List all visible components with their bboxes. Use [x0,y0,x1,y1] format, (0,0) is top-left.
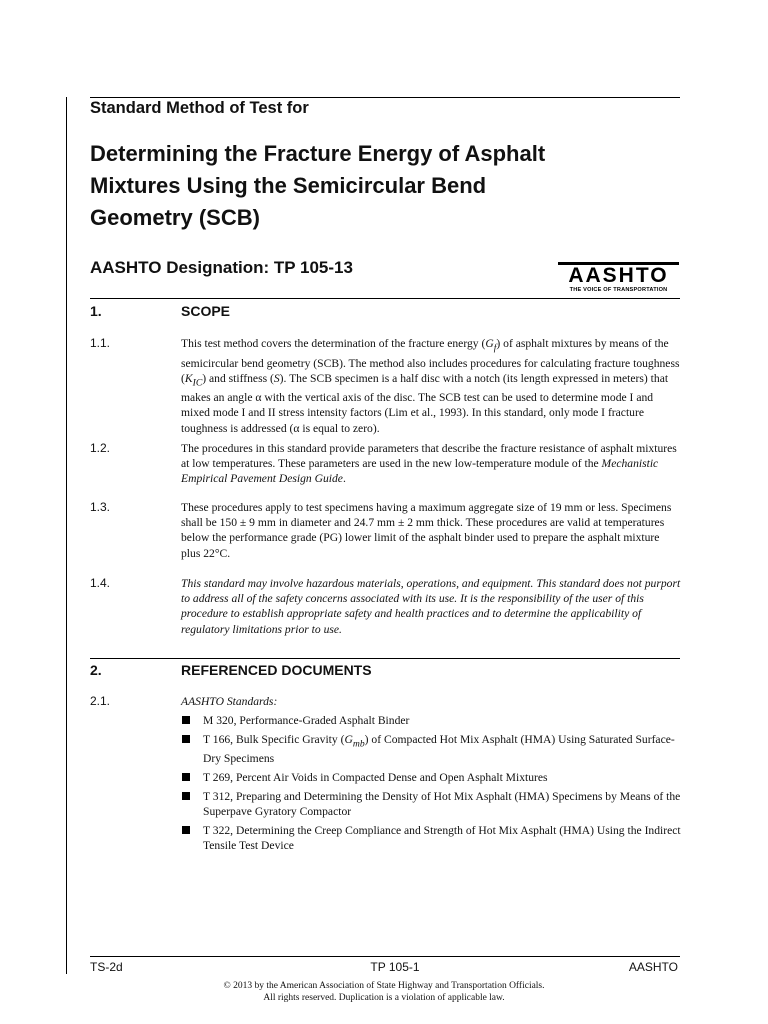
logo-word: AASHTO [568,264,669,287]
list-item: T 269, Percent Air Voids in Compacted Dense and Open Asphalt Mixtures [181,770,681,785]
footer-right: AASHTO [628,960,678,974]
margin-vertical-rule [66,97,67,974]
square-bullet-icon [182,792,190,800]
section-title: SCOPE [181,303,231,319]
title-line: Determining the Fracture Energy of Asphalt [90,141,546,166]
paragraph-1-2: The procedures in this standard provide parameters that describe the fracture resistance of asphalt mixtures at low temperatures. These parameters are used in the new low-temperature module of the Mechanistic Empirical Pavement Design Guide. [181,442,677,486]
list-item: T 166, Bulk Specific Gravity $(G_{mb})$ of Compacted Hot Mix Asphalt (HMA) Using Saturated Surface-Dry Specimens [181,732,681,767]
logo-tagline: THE VOICE OF TRANSPORTATION [569,287,668,293]
section-1-rule [90,298,680,299]
list-item: T 312, Preparing and Determining the Density of Hot Mix Asphalt (HMA) Specimens by Means of the Superpave Gyratory Compactor [181,789,681,819]
section-2-rule [90,658,680,659]
section-number: 1. [90,303,102,319]
subsection-number: 2.1. [90,694,111,708]
designation: AASHTO Designation: TP 105-13 [90,258,353,277]
referenced-standards-list [181,713,681,856]
header-rule [90,97,680,98]
square-bullet-icon [182,826,190,834]
paragraph-1-4: This standard may involve hazardous materials, operations, and equipment. This standard does not purport to address all of the safety concerns associated with its use. It is the responsibility of the user of this procedure to establish appropriate safety and health practices and to determine the applicability of regulatory limitations prior to use. [181,577,681,636]
document-title [90,138,690,234]
subsection-number: 1.3. [90,500,111,514]
list-item: T 322, Determining the Creep Compliance and Strength of Hot Mix Asphalt (HMA) Using the Indirect Tensile Test Device [181,823,681,853]
square-bullet-icon [182,773,190,781]
standards-label: AASHTO Standards: [181,695,278,708]
pre-title: Standard Method of Test for [90,99,309,117]
subsection-number: 1.2. [90,441,111,455]
square-bullet-icon [182,716,190,724]
footer-page-number: TP 105-1 [370,960,420,974]
paragraph-1-1: This test method covers the determination of the fracture energy $(G_f)$ of asphalt mixtures by means of the semicircular bend geometry (SCB). The method also includes procedures for calculating fracture toughness $(K_{IC})$ and stiffness (S). The SCB specimen is a half disc with a notch (its length expressed in meters) that makes an angle α with the vertical axis of the disc. The SCB test can be used to determine mode I and mixed mode I and II stress intensity factors (Lim et al., 1993). In this standard, only mode I fracture toughness is addressed (α is equal to zero). [181,337,680,435]
list-item: M 320, Performance-Graded Asphalt Binder [181,713,681,728]
title-line: Mixtures Using the Semicircular Bend [90,173,487,198]
square-bullet-icon [182,735,190,743]
subsection-number: 1.1. [90,336,111,350]
title-line: Geometry (SCB) [90,205,260,230]
copyright-notice: © 2013 by the American Association of State Highway and Transportation Officials. All rights reserved. Duplication is a violation of applicable law. [223,981,545,1003]
section-title: REFERENCED DOCUMENTS [181,662,372,678]
footer-left: TS-2d [90,960,123,974]
paragraph-1-3: These procedures apply to test specimens having a maximum aggregate size of 19 mm or less. Specimens shall be 150 ± 9 mm in diameter and 24.7 mm ± 2 mm thick. These procedures are valid at temperatures below the performance grade (PG) lower limit of the asphalt binder used to prepare the asphalt mixture plus 22°C. [181,501,672,560]
section-number: 2. [90,662,102,678]
footer-rule [90,956,680,957]
aashto-logo [558,262,679,295]
subsection-number: 1.4. [90,576,111,590]
